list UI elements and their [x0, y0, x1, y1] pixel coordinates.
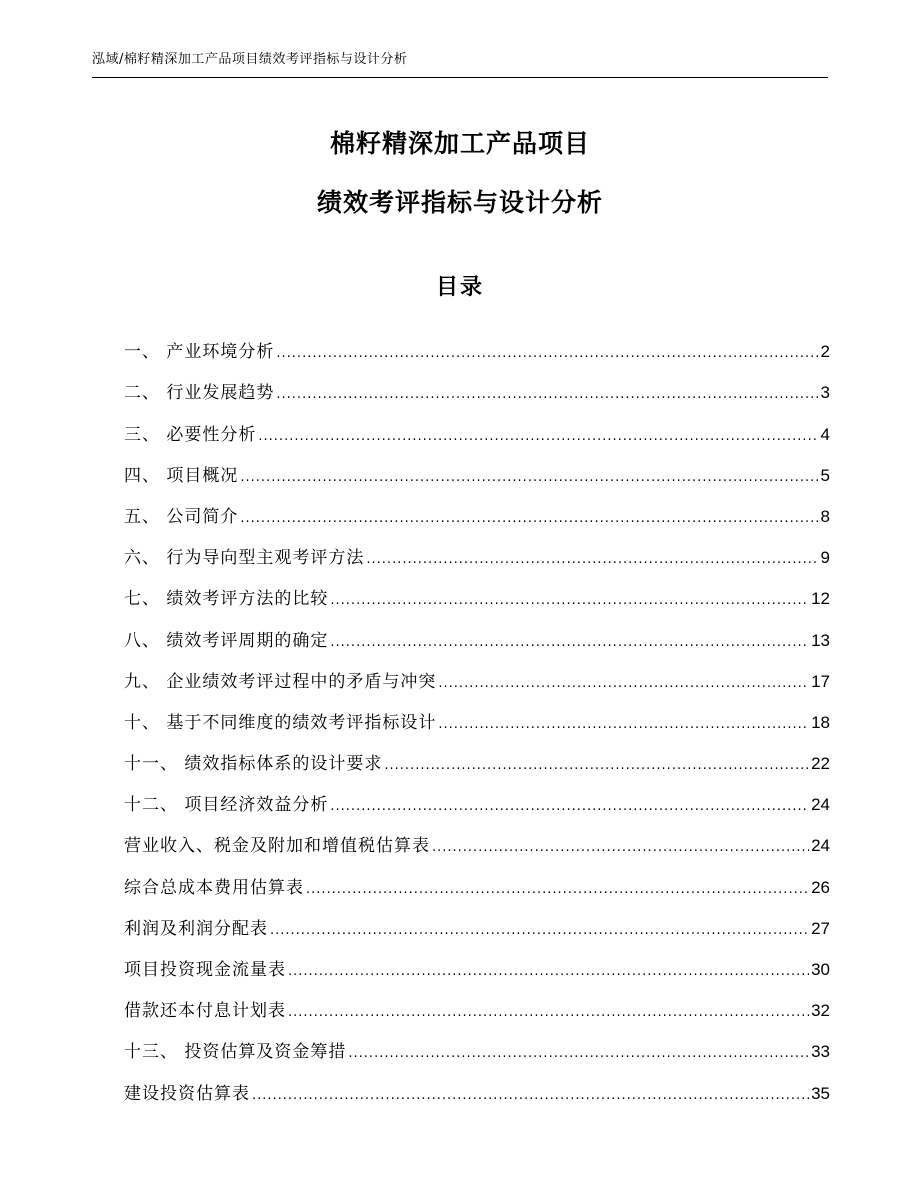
table-of-contents [124, 323, 830, 1106]
toc-entry-page: 17 [811, 671, 830, 691]
toc-entry[interactable] [124, 405, 830, 446]
toc-entry[interactable] [124, 694, 830, 735]
document-title-line-1: 棉籽精深加工产品项目 [329, 129, 590, 158]
toc-entry-label: 营业收入、税金及附加和增值税估算表 [124, 836, 430, 857]
toc-entry[interactable] [124, 529, 830, 570]
toc-leader-dots [276, 385, 818, 405]
toc-entry[interactable] [124, 447, 830, 488]
toc-entry-label: 六、 行为导向型主观考评方法 [124, 548, 365, 569]
toc-entry[interactable] [124, 364, 830, 405]
toc-leader-dots [438, 715, 809, 735]
toc-entry-label: 建设投资估算表 [124, 1083, 250, 1104]
toc-leader-dots [366, 550, 818, 570]
toc-leader-dots [258, 427, 818, 447]
toc-entry[interactable] [124, 982, 830, 1023]
toc-entry-page: 9 [820, 548, 830, 568]
toc-entry-label: 九、 企业绩效考评过程中的矛盾与冲突 [124, 671, 437, 692]
toc-leader-dots [432, 838, 809, 858]
toc-entry-page: 22 [811, 754, 830, 774]
toc-entry[interactable] [124, 653, 830, 694]
toc-entry[interactable] [124, 488, 830, 529]
toc-entry[interactable] [124, 941, 830, 982]
toc-entry[interactable] [124, 611, 830, 652]
toc-entry[interactable] [124, 900, 830, 941]
toc-entry-label: 一、 产业环境分析 [124, 342, 275, 363]
toc-leader-dots [348, 1044, 809, 1064]
toc-entry-page: 18 [811, 712, 830, 732]
toc-leader-dots [384, 756, 809, 776]
toc-leader-dots [306, 880, 809, 900]
toc-entry-label: 八、 绩效考评周期的确定 [124, 630, 329, 651]
toc-leader-dots [288, 962, 809, 982]
toc-entry[interactable] [124, 570, 830, 611]
toc-entry-page: 13 [811, 630, 830, 650]
toc-entry-label: 三、 必要性分析 [124, 424, 257, 445]
toc-entry-label: 七、 绩效考评方法的比较 [124, 589, 329, 610]
document-title-line-2: 绩效考评指标与设计分析 [316, 188, 603, 217]
toc-entry-label: 十、 基于不同维度的绩效考评指标设计 [124, 712, 437, 733]
toc-entry-page: 35 [811, 1083, 830, 1103]
toc-entry-label: 十二、 项目经济效益分析 [124, 795, 329, 816]
toc-leader-dots [330, 797, 809, 817]
toc-entry-label: 借款还本付息计划表 [124, 1001, 286, 1022]
toc-entry-page: 3 [820, 383, 830, 403]
toc-leader-dots [276, 344, 818, 364]
toc-entry-page: 32 [811, 1001, 830, 1021]
toc-leader-dots [270, 921, 809, 941]
toc-entry-label: 二、 行业发展趋势 [124, 383, 275, 404]
toc-entry-page: 30 [811, 960, 830, 979]
toc-entry[interactable] [124, 776, 830, 817]
toc-entry-page: 24 [811, 795, 830, 815]
toc-heading: 目录 [435, 275, 484, 300]
toc-entry-page: 27 [811, 918, 830, 938]
toc-entry-page: 4 [820, 424, 830, 444]
header-divider [92, 77, 828, 78]
toc-entry-label: 四、 项目概况 [124, 465, 239, 486]
toc-entry-label: 项目投资现金流量表 [124, 960, 286, 980]
toc-leader-dots [240, 468, 818, 488]
toc-entry-page: 12 [811, 589, 830, 609]
toc-entry-label: 五、 公司简介 [124, 506, 239, 527]
toc-entry-page: 26 [811, 877, 830, 897]
toc-entry[interactable] [124, 817, 830, 858]
toc-entry-page: 2 [820, 342, 830, 362]
toc-entry-page: 24 [811, 836, 830, 856]
toc-leader-dots [240, 509, 818, 529]
toc-entry[interactable] [124, 323, 830, 364]
running-header: 泓域/棉籽精深加工产品项目绩效考评指标与设计分析 [92, 52, 408, 67]
toc-entry[interactable] [124, 735, 830, 776]
toc-leader-dots [252, 1086, 809, 1106]
toc-entry-page: 5 [820, 465, 830, 485]
toc-leader-dots [330, 591, 809, 611]
toc-entry-page: 33 [811, 1042, 830, 1062]
toc-leader-dots [288, 1003, 809, 1023]
toc-entry[interactable] [124, 1023, 830, 1064]
toc-entry[interactable] [124, 1064, 830, 1105]
toc-entry-label: 十三、 投资估算及资金筹措 [124, 1042, 347, 1063]
toc-leader-dots [330, 633, 809, 653]
toc-entry-page: 8 [820, 506, 830, 526]
toc-entry-label: 综合总成本费用估算表 [124, 877, 304, 898]
toc-leader-dots [438, 674, 809, 694]
toc-entry-label: 十一、 绩效指标体系的设计要求 [124, 754, 383, 775]
toc-entry-label: 利润及利润分配表 [124, 918, 268, 939]
toc-entry[interactable] [124, 858, 830, 899]
